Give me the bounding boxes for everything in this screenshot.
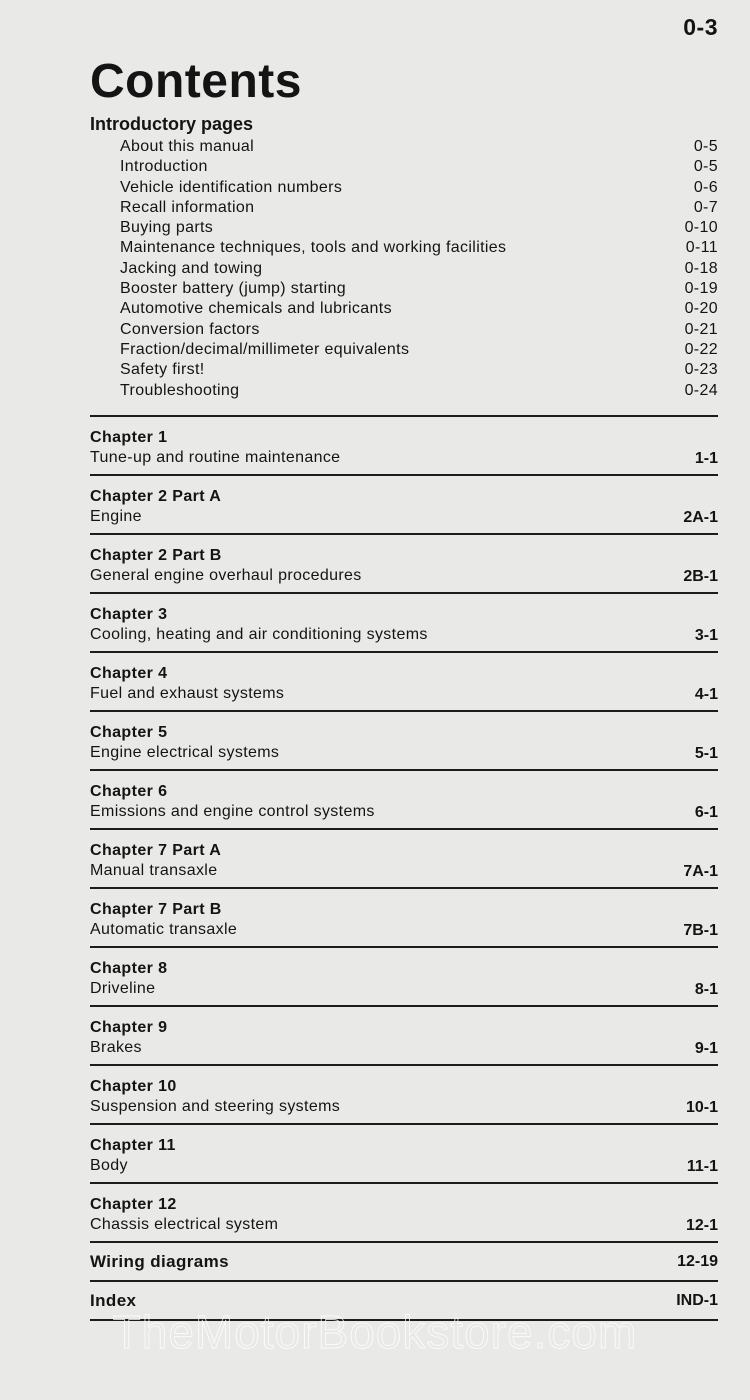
chapter-page: 9-1	[694, 1040, 718, 1057]
chapter-entry[interactable]	[90, 1007, 718, 1064]
intro-item[interactable]	[120, 218, 718, 238]
chapter-entry[interactable]	[90, 771, 718, 828]
intro-item-page: 0-11	[685, 239, 718, 257]
intro-item-page: 0-20	[684, 300, 718, 318]
chapter-title: Chapter 5	[90, 724, 168, 741]
chapter-title: Chapter 8	[90, 960, 168, 977]
chapter-entry[interactable]	[90, 594, 718, 651]
intro-item[interactable]	[120, 238, 718, 258]
chapter-subtitle: Cooling, heating and air conditioning systems	[90, 626, 428, 643]
chapter-page: 6-1	[694, 804, 718, 821]
intro-item[interactable]	[120, 137, 718, 157]
chapter-subtitle: Emissions and engine control systems	[90, 803, 375, 820]
chapter-entry[interactable]	[90, 889, 718, 946]
chapter-subtitle: Engine	[90, 508, 142, 525]
chapter-page: 7B-1	[683, 922, 718, 939]
chapter-title: Chapter 6	[90, 783, 168, 800]
intro-item-label: Fraction/decimal/millimeter equivalents	[120, 340, 410, 358]
intro-item-page: 0-6	[693, 178, 718, 196]
intro-heading: Introductory pages	[90, 114, 254, 134]
extra-page: IND-1	[676, 1292, 718, 1309]
chapter-entry[interactable]	[90, 712, 718, 769]
intro-item-label: Booster battery (jump) starting	[120, 280, 347, 298]
chapter-page: 11-1	[686, 1158, 718, 1175]
chapter-subtitle: Chassis electrical system	[90, 1216, 279, 1233]
intro-item-page: 0-5	[693, 158, 718, 176]
chapter-entry[interactable]	[90, 535, 718, 592]
chapter-subtitle: Engine electrical systems	[90, 744, 280, 761]
chapter-title: Chapter 3	[90, 606, 168, 623]
intro-item-page: 0-18	[684, 259, 718, 277]
chapter-title: Chapter 7 Part B	[90, 901, 222, 918]
chapter-page: 4-1	[694, 686, 718, 703]
chapter-subtitle: General engine overhaul procedures	[90, 567, 362, 584]
chapter-title: Chapter 1	[90, 429, 168, 446]
intro-item-page: 0-7	[693, 198, 718, 216]
chapter-page: 10-1	[685, 1099, 718, 1116]
intro-item-page: 0-21	[684, 320, 718, 338]
intro-item[interactable]	[120, 259, 718, 279]
chapter-subtitle: Manual transaxle	[90, 862, 218, 879]
chapter-entry[interactable]	[90, 476, 718, 533]
chapter-title: Chapter 9	[90, 1019, 168, 1036]
intro-item[interactable]	[120, 360, 718, 380]
chapter-title: Chapter 7 Part A	[90, 842, 222, 859]
intro-item-label: Troubleshooting	[120, 381, 240, 399]
extra-title: Wiring diagrams	[90, 1252, 230, 1271]
intro-item-label: Conversion factors	[120, 320, 260, 338]
intro-item-page: 0-5	[693, 138, 718, 155]
intro-item[interactable]	[120, 381, 718, 401]
chapter-entry[interactable]	[90, 830, 718, 887]
chapter-page: 5-1	[694, 745, 718, 762]
intro-item-page: 0-24	[684, 381, 718, 399]
extra-entry[interactable]	[90, 1243, 718, 1280]
chapter-title: Chapter 12	[90, 1196, 177, 1213]
chapter-list	[90, 415, 718, 1321]
intro-item-page: 0-10	[684, 219, 718, 237]
chapter-page: 7A-1	[683, 863, 718, 880]
chapter-entry[interactable]	[90, 417, 718, 474]
chapter-subtitle: Fuel and exhaust systems	[90, 685, 285, 702]
intro-item[interactable]	[120, 157, 718, 177]
intro-item-label: Vehicle identification numbers	[120, 178, 343, 196]
intro-item[interactable]	[120, 340, 718, 360]
chapter-entry[interactable]	[90, 948, 718, 1005]
intro-item[interactable]	[120, 299, 718, 319]
watermark: TheMotorBookstore.com	[112, 1306, 638, 1358]
chapter-subtitle: Suspension and steering systems	[90, 1098, 341, 1115]
extra-title: Index	[90, 1291, 137, 1310]
chapter-page: 3-1	[694, 627, 718, 644]
intro-item-label: Jacking and towing	[120, 259, 263, 277]
page-title: Contents	[90, 55, 302, 108]
chapter-title: Chapter 10	[90, 1078, 177, 1095]
chapter-page: 2B-1	[683, 568, 718, 585]
intro-list	[120, 137, 718, 401]
chapter-subtitle: Body	[90, 1157, 128, 1174]
chapter-subtitle: Automatic transaxle	[90, 921, 238, 938]
intro-item[interactable]	[120, 320, 718, 340]
intro-item-label: Buying parts	[120, 219, 214, 237]
intro-item[interactable]	[120, 198, 718, 218]
intro-item-page: 0-22	[684, 340, 718, 358]
chapter-entry[interactable]	[90, 1184, 718, 1241]
chapter-title: Chapter 11	[90, 1137, 176, 1154]
chapter-page: 1-1	[694, 450, 718, 467]
intro-item-label: Automotive chemicals and lubricants	[120, 300, 392, 318]
chapter-subtitle: Driveline	[90, 980, 156, 997]
extra-page: 12-19	[677, 1253, 718, 1270]
chapter-entry[interactable]	[90, 1125, 718, 1182]
chapter-page: 12-1	[685, 1217, 718, 1234]
chapter-entry[interactable]	[90, 653, 718, 710]
chapter-page: 8-1	[694, 981, 718, 998]
chapter-title: Chapter 2 Part A	[90, 488, 222, 505]
intro-item-page: 0-23	[684, 361, 718, 379]
intro-item-label: Safety first!	[120, 361, 205, 379]
chapter-title: Chapter 4	[90, 665, 168, 682]
page-number: 0-3	[683, 14, 718, 40]
chapter-page: 2A-1	[683, 509, 718, 526]
chapter-title: Chapter 2 Part B	[90, 547, 222, 564]
chapter-entry[interactable]	[90, 1066, 718, 1123]
intro-item-label: Maintenance techniques, tools and working facilities	[120, 239, 507, 257]
intro-item-page: 0-19	[684, 280, 718, 298]
intro-item-label: About this manual	[120, 138, 255, 155]
intro-item-label: Recall information	[120, 198, 255, 216]
chapter-subtitle: Tune-up and routine maintenance	[90, 449, 341, 466]
intro-item-label: Introduction	[120, 158, 208, 176]
intro-item[interactable]	[120, 178, 718, 198]
intro-item[interactable]	[120, 279, 718, 299]
chapter-subtitle: Brakes	[90, 1039, 142, 1056]
